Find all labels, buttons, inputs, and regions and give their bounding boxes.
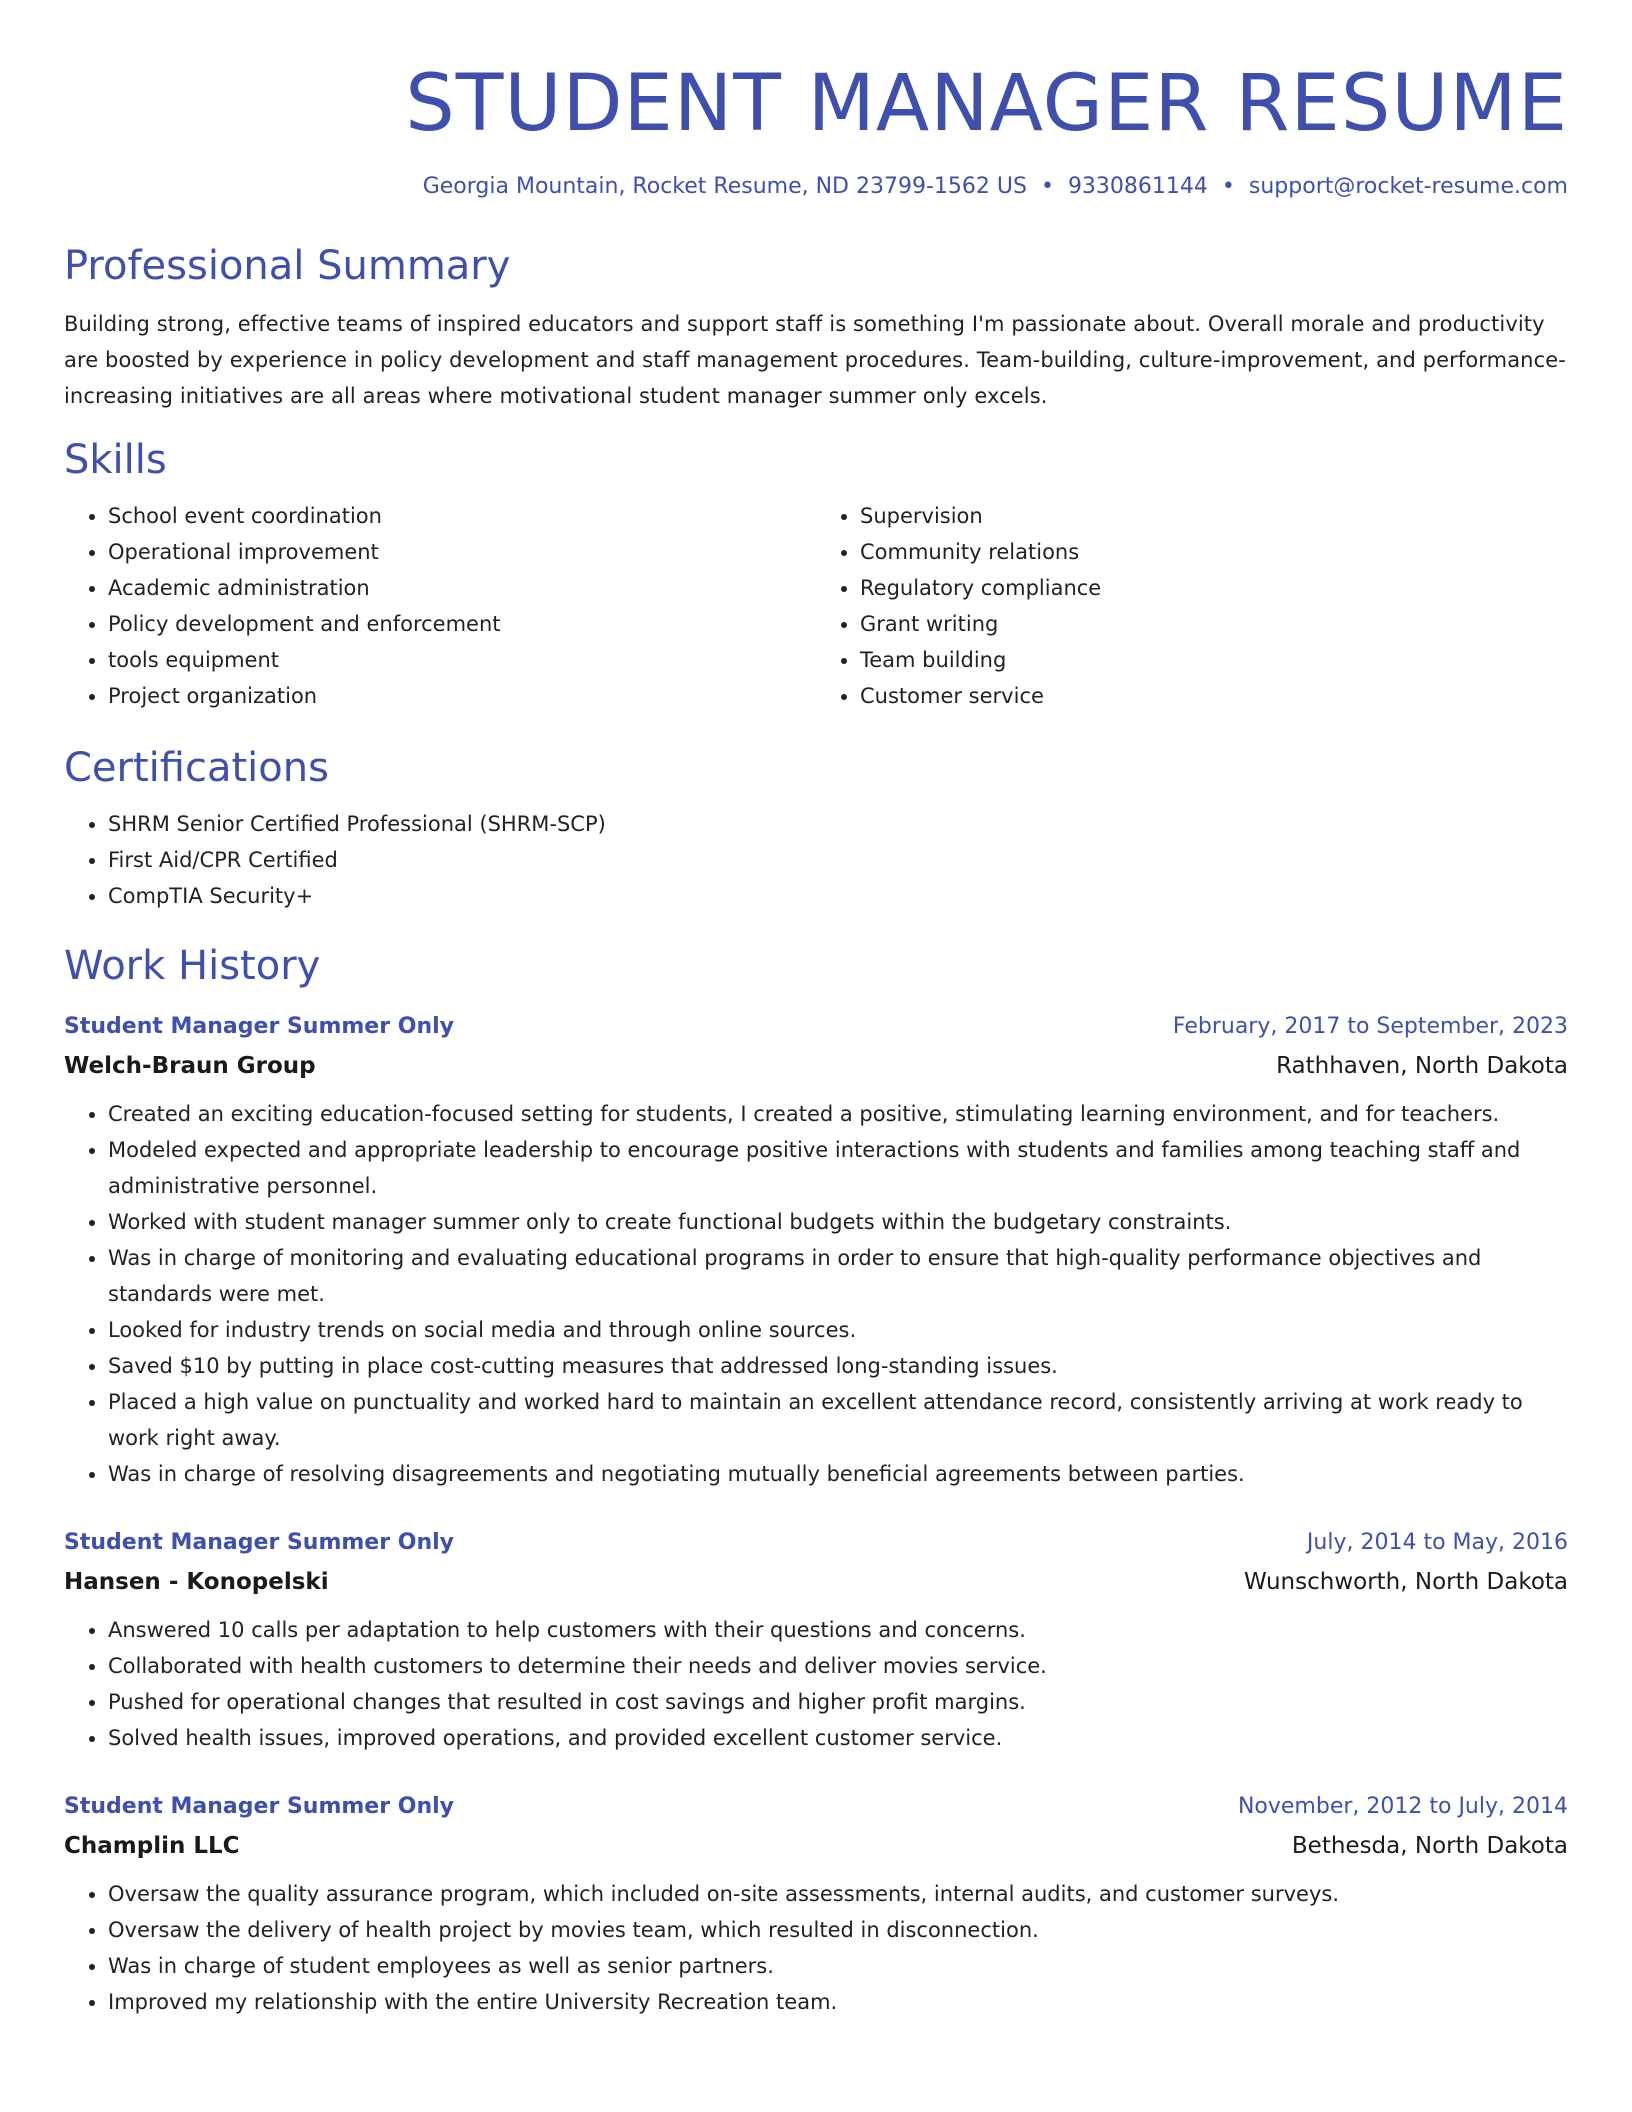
job-title: Student Manager Summer Only (64, 1530, 454, 1555)
job-bullet: • Oversaw the delivery of health project by movies team, which resulted in disconnection. (108, 1912, 1568, 1948)
contact-line (64, 172, 1568, 202)
job-title: Student Manager Summer Only (64, 1014, 454, 1039)
job-bullets (64, 1876, 1568, 2020)
skill-item: • Team building (860, 642, 1568, 678)
job-header-row (64, 1524, 1568, 1562)
job-bullet: • Was in charge of student employees as well as senior partners. (108, 1948, 1568, 1984)
job-company: Hansen - Konopelski (64, 1569, 329, 1595)
skills-list-right (816, 498, 1568, 714)
job-title: Student Manager Summer Only (64, 1794, 454, 1819)
contact-phone: 9330861144 (1067, 174, 1208, 199)
resume-page (64, 0, 1568, 2020)
skill-item: • Regulatory compliance (860, 570, 1568, 606)
job-bullet: • Improved my relationship with the entire University Recreation team. (108, 1984, 1568, 2020)
job-company: Welch-Braun Group (64, 1053, 316, 1079)
job-company-row (64, 1826, 1568, 1866)
job-bullets (64, 1096, 1568, 1492)
contact-address: Georgia Mountain, Rocket Resume, ND 23799-1562 US (422, 174, 1027, 199)
skill-item: • tools equipment (108, 642, 816, 678)
job-company-row (64, 1562, 1568, 1602)
skill-item: • Grant writing (860, 606, 1568, 642)
job-bullet: • Was in charge of monitoring and evaluating educational programs in order to ensure that high-quality performance objectives and standards were met. (108, 1240, 1568, 1312)
contact-email[interactable]: support@rocket-resume.com (1248, 174, 1568, 199)
contact-separator: • (1221, 174, 1235, 199)
job-bullet: • Created an exciting education-focused setting for students, I created a positive, stimulating learning environment, and for teachers. (108, 1096, 1568, 1132)
skill-item: • Policy development and enforcement (108, 606, 816, 642)
job-header-row (64, 1008, 1568, 1046)
skill-item: • Supervision (860, 498, 1568, 534)
job-location: Rathhaven, North Dakota (1276, 1053, 1568, 1079)
certification-item: • SHRM Senior Certified Professional (SHRM-SCP) (108, 806, 1568, 842)
job-location: Bethesda, North Dakota (1291, 1833, 1568, 1859)
skill-item: • Operational improvement (108, 534, 816, 570)
job-bullet: • Modeled expected and appropriate leadership to encourage positive interactions with students and families among teaching staff and administrative personnel. (108, 1132, 1568, 1204)
certification-item: • CompTIA Security+ (108, 878, 1568, 914)
job-bullet: • Answered 10 calls per adaptation to help customers with their questions and concerns. (108, 1612, 1568, 1648)
certifications-list (64, 806, 1568, 914)
certification-item: • First Aid/CPR Certified (108, 842, 1568, 878)
job-entry (64, 1788, 1568, 2020)
work-history-heading: Work History (64, 943, 321, 989)
summary-text: Building strong, effective teams of inspired educators and support staff is something I'm passionate about. Overall morale and productivity are boosted by experience in policy development and staff management procedures. Team-building, culture-improvement, and performance-increasing initiatives are all areas where motivational student manager summer only excels. (64, 312, 1566, 408)
job-bullet: • Solved health issues, improved operations, and provided excellent customer service. (108, 1720, 1568, 1756)
job-bullet: • Collaborated with health customers to determine their needs and deliver movies service. (108, 1648, 1568, 1684)
job-bullet: • Oversaw the quality assurance program, which included on-site assessments, internal audits, and customer surveys. (108, 1876, 1568, 1912)
skills-heading: Skills (64, 437, 167, 483)
job-bullet: • Saved $10 by putting in place cost-cutting measures that addressed long-standing issues. (108, 1348, 1568, 1384)
job-location: Wunschworth, North Dakota (1244, 1569, 1568, 1595)
certifications-heading: Certifications (64, 745, 329, 791)
skill-item: • Academic administration (108, 570, 816, 606)
job-bullet: • Pushed for operational changes that resulted in cost savings and higher profit margins. (108, 1684, 1568, 1720)
job-company: Champlin LLC (64, 1833, 240, 1859)
resume-title: STUDENT MANAGER RESUME (405, 59, 1568, 149)
job-dates: November, 2012 to July, 2014 (1237, 1794, 1568, 1819)
job-header-row (64, 1788, 1568, 1826)
skills-list-left (64, 498, 816, 714)
skill-item: • Customer service (860, 678, 1568, 714)
job-bullet: • Looked for industry trends on social media and through online sources. (108, 1312, 1568, 1348)
job-bullets (64, 1612, 1568, 1756)
job-entry (64, 1524, 1568, 1756)
job-bullet: • Was in charge of resolving disagreements and negotiating mutually beneficial agreements between parties. (108, 1456, 1568, 1492)
summary-heading: Professional Summary (64, 243, 511, 289)
job-entry (64, 1008, 1568, 1492)
job-bullet: • Worked with student manager summer only to create functional budgets within the budgetary constraints. (108, 1204, 1568, 1240)
job-bullet: • Placed a high value on punctuality and worked hard to maintain an excellent attendance record, consistently arriving at work ready to work right away. (108, 1384, 1568, 1456)
job-dates: July, 2014 to May, 2016 (1306, 1530, 1568, 1555)
contact-separator: • (1040, 174, 1054, 199)
skill-item: • Project organization (108, 678, 816, 714)
job-dates: February, 2017 to September, 2023 (1172, 1014, 1568, 1039)
skills-columns (64, 498, 1568, 714)
skill-item: • School event coordination (108, 498, 816, 534)
skill-item: • Community relations (860, 534, 1568, 570)
job-company-row (64, 1046, 1568, 1086)
